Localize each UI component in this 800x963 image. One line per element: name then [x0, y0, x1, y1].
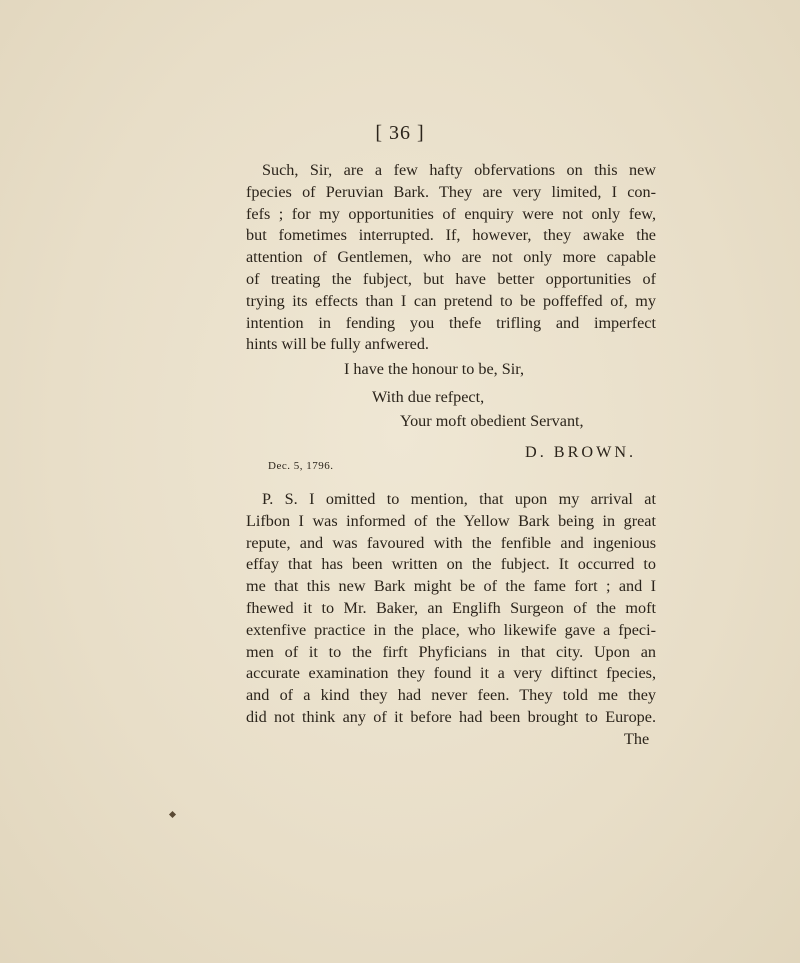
- text-line: extenfive practice in the place, who likewife gave a fpeci-: [246, 620, 656, 639]
- text-line: attention of Gentlemen, who are not only more capable: [246, 248, 656, 267]
- ink-speck: [169, 811, 176, 818]
- closing-line-2: With due refpect,: [372, 388, 485, 406]
- text-line: Lifbon I was informed of the Yellow Bark being in great: [246, 511, 656, 530]
- text-line: intention in fending you thefe trifling and imperfect: [246, 313, 656, 332]
- text-line: trying its effects than I can pretend to be poffeffed of, my: [246, 291, 656, 310]
- letter-date: Dec. 5, 1796.: [268, 460, 334, 472]
- text-line: repute, and was favoured with the fenfible and ingenious: [246, 533, 656, 552]
- signature: D. BROWN.: [525, 443, 637, 461]
- text-line: effay that has been written on the fubject. It occurred to: [246, 555, 656, 574]
- text-line: P. S. I omitted to mention, that upon my arrival at: [262, 490, 656, 508]
- closing-line-3: Your moft obedient Servant,: [400, 412, 584, 430]
- text-line: did not think any of it before had been brought to Europe.: [246, 707, 656, 726]
- text-line: but fometimes interrupted. If, however, they awake the: [246, 226, 656, 245]
- text-line: fpecies of Peruvian Bark. They are very limited, I con-: [246, 182, 656, 201]
- paragraph-2-postscript: [246, 489, 656, 729]
- paragraph-1: [246, 160, 656, 356]
- catchword: The: [624, 730, 650, 748]
- text-line: and of a kind they had never feen. They told me they: [246, 686, 656, 705]
- text-line: fhewed it to Mr. Baker, an Englifh Surgeon of the moft: [246, 598, 656, 617]
- text-line: accurate examination they found it a very diftinct fpecies,: [246, 664, 656, 683]
- page-header: [ 36 ]: [375, 122, 425, 144]
- text-line: fefs ; for my opportunities of enquiry were not only few,: [246, 204, 656, 223]
- text-line: me that this new Bark might be of the fame fort ; and I: [246, 577, 656, 596]
- text-line: Such, Sir, are a few hafty obfervations on this new: [262, 161, 656, 179]
- text-line: hints will be fully anfwered.: [246, 335, 429, 354]
- text-line: of treating the fubject, but have better opportunities of: [246, 269, 656, 288]
- closing-line-1: I have the honour to be, Sir,: [344, 360, 525, 378]
- text-line: men of it to the firft Phyficians in that city. Upon an: [246, 642, 656, 661]
